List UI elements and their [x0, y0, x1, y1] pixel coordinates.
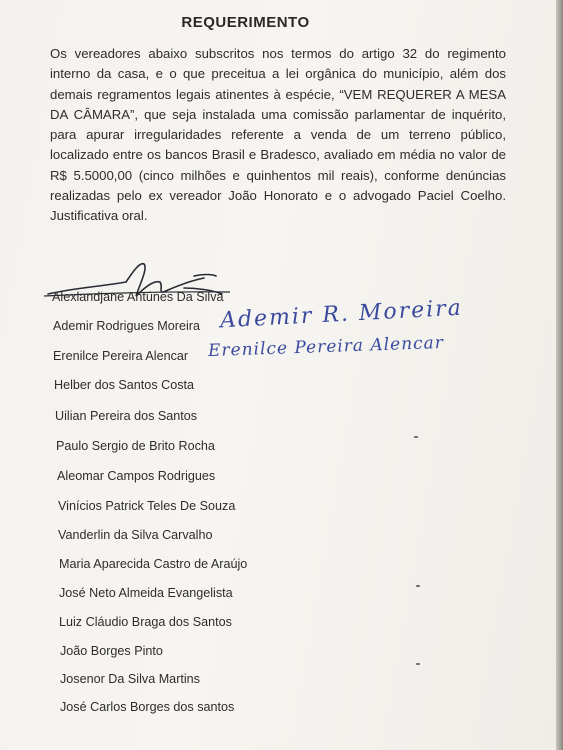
signatory-name: Ademir Rodrigues Moreira	[53, 319, 200, 333]
signatory-name: Aleomar Campos Rodrigues	[57, 469, 216, 483]
request-paragraph: Os vereadores abaixo subscritos nos termos do artigo 32 do regimento interno da casa, e o que preceitua a lei orgânica do município, além dos demais regramentos legais atinentes à espécie, “VEM REQUERER A MESA DA CÂMARA”, que seja instalada uma comissão parlamentar de inquérito, para apurar irregularidades referente a venda de um terreno público, localizado entre os bancos Brasil e Bradesco, avaliado em média no valor de R$ 5.5000,00 (cinco milhões e quinhentos mil reais), conforme denúncias realizadas pelo ex vereador João Honorato e o advogado Paciel Coelho. Justificativa oral.	[50, 46, 506, 224]
signatory-name: João Borges Pinto	[60, 644, 163, 658]
signatory-name: Helber dos Santos Costa	[54, 378, 195, 392]
signatory-name: Josenor Da Silva Martins	[60, 672, 200, 686]
signatory-name: Paulo Sergio de Brito Rocha	[56, 439, 215, 453]
signatory-name: Maria Aparecida Castro de Araújo	[59, 557, 248, 571]
signatory-name: Luiz Cláudio Braga dos Santos	[59, 615, 232, 629]
document-title: REQUERIMENTO	[181, 14, 310, 31]
signatory-name: Vanderlin da Silva Carvalho	[58, 528, 213, 542]
pen-mark	[414, 436, 418, 438]
signatory-name: Alexlandjane Antúnes Da Silva	[52, 290, 224, 304]
signatory-name: Erenilce Pereira Alencar	[53, 349, 189, 363]
signatory-name: Uilian Pereira dos Santos	[55, 409, 198, 423]
signatory-name: José Carlos Borges dos santos	[60, 700, 235, 714]
pen-mark	[416, 585, 420, 587]
signatory-name: José Neto Almeida Evangelista	[59, 586, 233, 600]
handwritten-signature-ademir: Ademir R. Moreira	[219, 295, 464, 334]
pen-mark	[416, 663, 420, 665]
handwritten-signature-erenilce: Erenilce Pereira Alencar	[207, 332, 445, 362]
signatory-name: Vinícios Patrick Teles De Souza	[58, 499, 236, 513]
